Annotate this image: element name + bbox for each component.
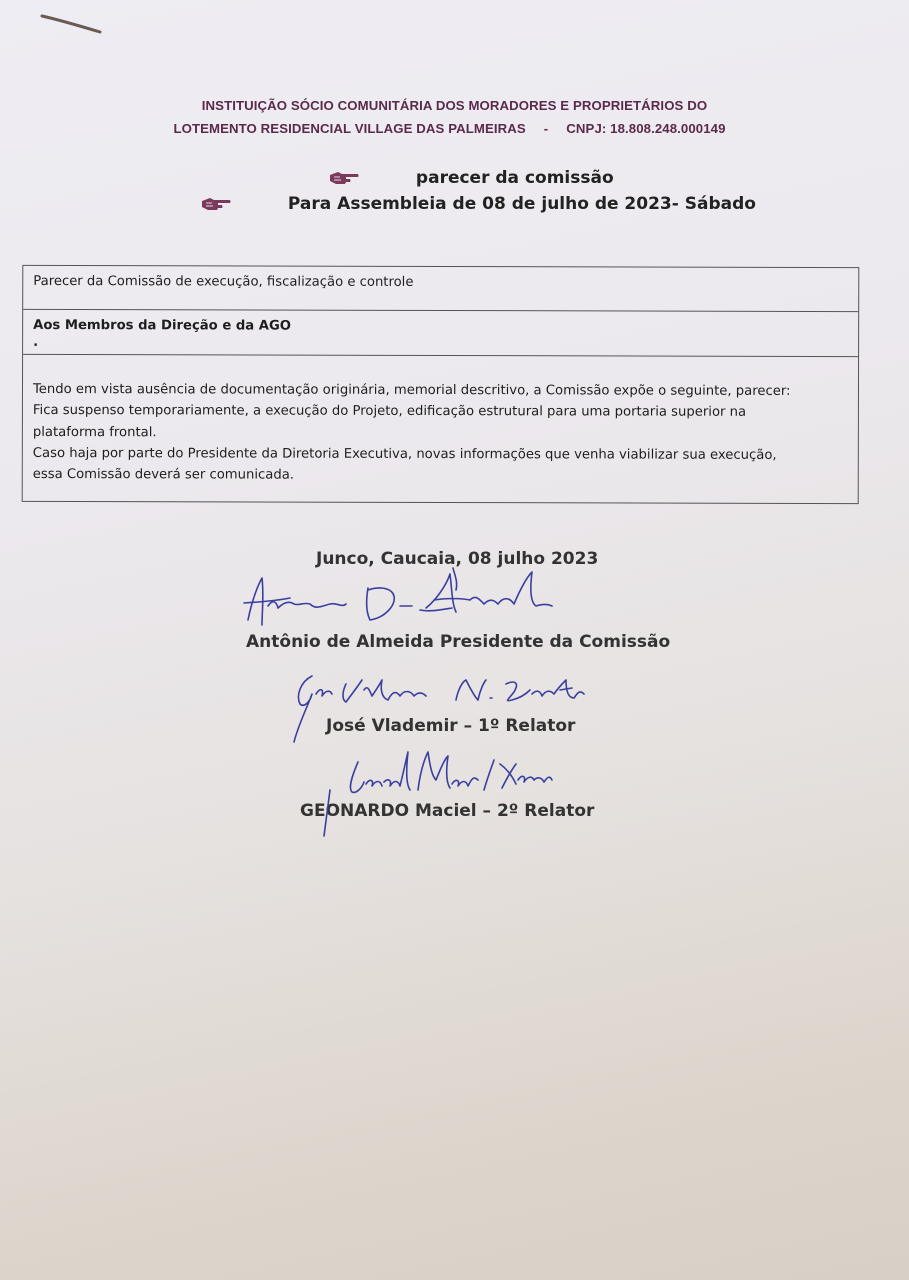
relator-2-name: GEONARDO Maciel – 2º Relator: [300, 801, 595, 821]
opinion-line: Tendo em vista ausência de documentação originária, memorial descritivo, a Comissão expõe o seguinte, parecer:: [32, 381, 791, 399]
opinion-line: Fica suspenso temporariamente, a execução do Projeto, edificação estrutural para uma portaria superior na: [32, 403, 747, 421]
opinion-line: plataforma frontal.: [32, 424, 157, 440]
recipients-dot: .: [33, 334, 39, 350]
header-line-1: INSTITUIÇÃO SÓCIO COMUNITÁRIA DOS MORADORES E PROPRIETÁRIOS DO: [201, 98, 708, 113]
signature-relator-1: [294, 676, 584, 742]
opinion-line: Caso haja por parte do Presidente da Diretoria Executiva, novas informações que venha viabilizar sua execução,: [32, 445, 777, 463]
recipients-text: Aos Membros da Direção e da AGO: [33, 317, 292, 334]
subtitle-commission-opinion: parecer da comissão: [415, 168, 614, 188]
cnpj-number: CNPJ: 18.808.248.000149: [566, 121, 726, 136]
table-row-commission-title: Parecer da Comissão de execução, fiscalização e controle: [23, 266, 858, 312]
signature-relator-2: [324, 752, 552, 836]
subtitle-assembly-date: Para Assembleia de 08 de julho de 2023- Sábado: [287, 194, 756, 214]
president-name: Antônio de Almeida Presidente da Comissão: [246, 632, 671, 652]
place-and-date: Junco, Caucaia, 08 julho 2023: [316, 549, 599, 569]
relator-1-name: José Vlademir – 1º Relator: [326, 716, 576, 736]
header-separator: -: [543, 121, 549, 136]
signature-president: [244, 568, 552, 625]
institution-name-line: LOTEMENTO RESIDENCIAL VILLAGE DAS PALMEIRAS: [173, 121, 526, 136]
opinion-line: essa Comissão deverá ser comunicada.: [32, 467, 295, 483]
